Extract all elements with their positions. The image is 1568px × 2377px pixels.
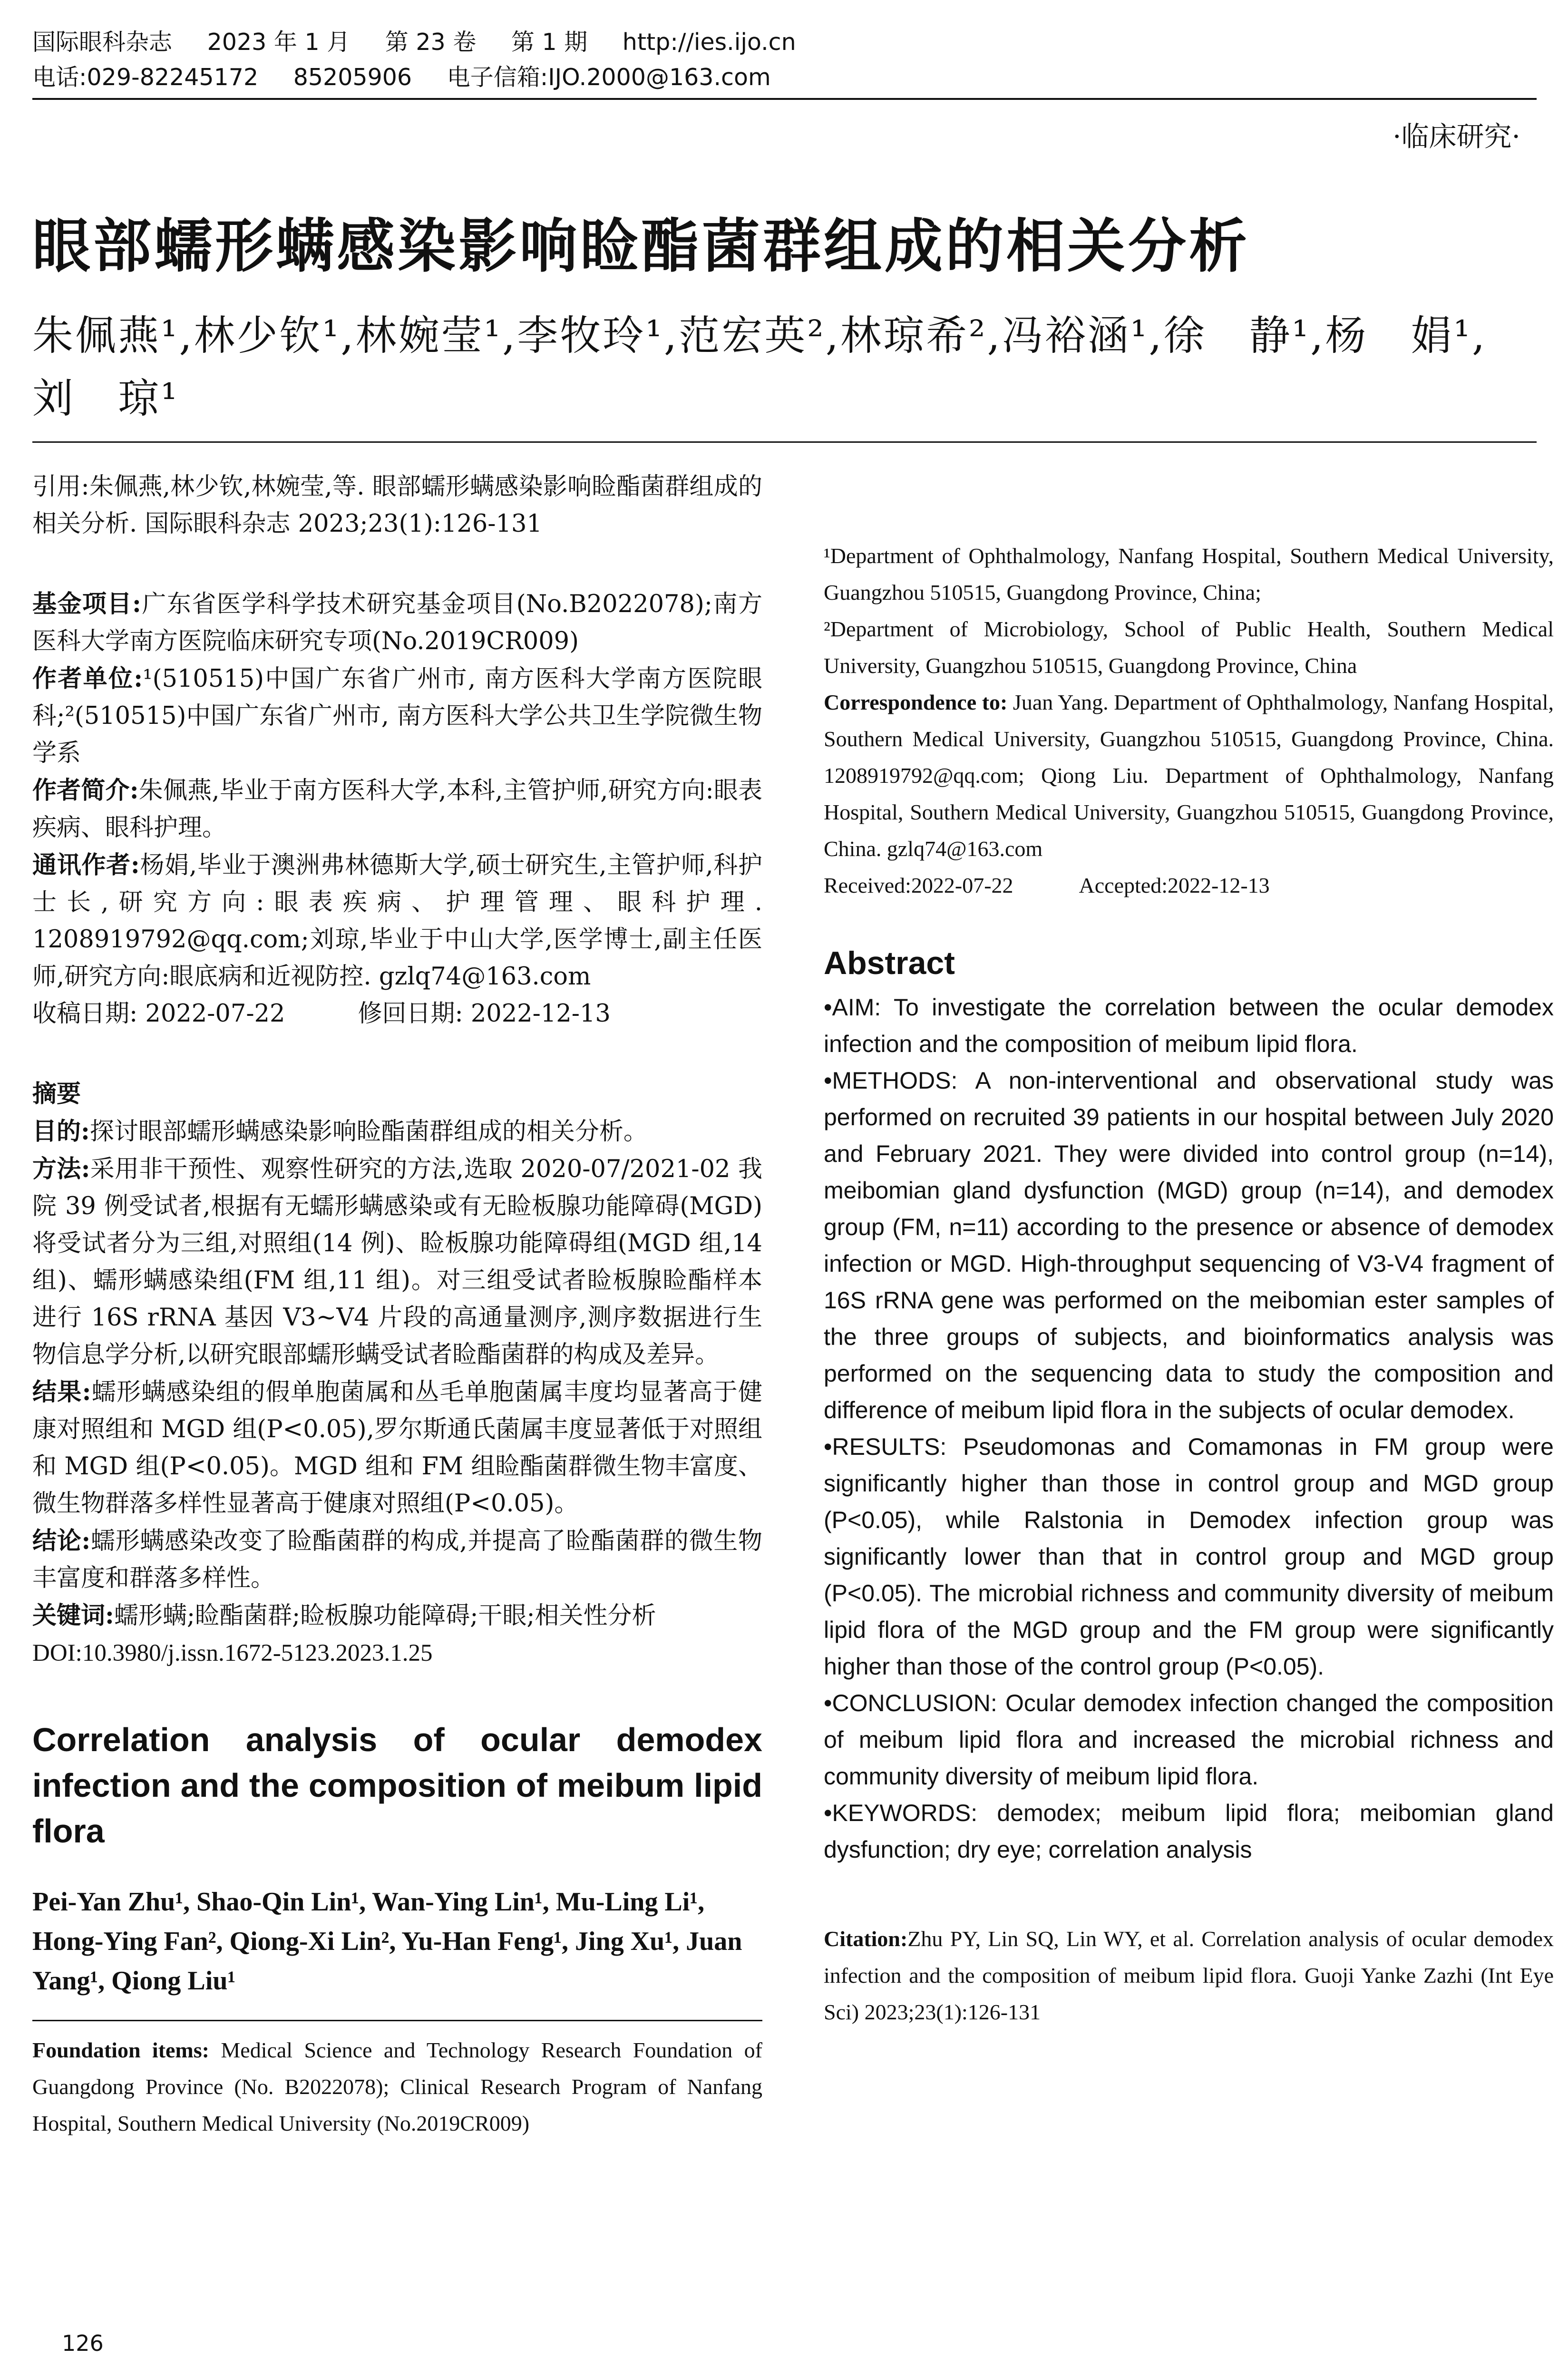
abstract-heading: Abstract	[824, 945, 955, 981]
foundation-section	[32, 2032, 762, 2142]
fund-label: 基金项目:	[32, 590, 141, 618]
dates-en: Received:2022-07-22 Accepted:2022-12-13	[824, 873, 1270, 897]
methods-en	[824, 1062, 1554, 1429]
author-list	[32, 304, 1537, 430]
results-cn-label: 结果:	[32, 1378, 91, 1406]
email[interactable]: 电子信箱:IJO.2000@163.com	[447, 64, 771, 91]
right-column	[824, 468, 1554, 2030]
divider	[32, 441, 1537, 443]
methods-en-label: •METHODS:	[824, 1067, 958, 1094]
aim-en	[824, 989, 1554, 1062]
corr-text: 杨娟,毕业于澳洲弗林德斯大学,硕士研究生,主管护师,科护士长,研究方向:眼表疾病、护理管理、眼科护理. 1208919792@qq.com;刘琼,毕业于中山大学,医学博士,副主任医师,研究方向:眼底病和近视防控. gzlq74@163.com	[32, 851, 762, 991]
bio-section	[32, 772, 762, 847]
foundation-label: Foundation items:	[32, 2038, 209, 2062]
authors-line1: 朱佩燕¹,林少钦¹,林婉莹¹,李牧玲¹,范宏英²,林琼希²,冯裕涵¹,徐 静¹,杨 娟¹,	[32, 312, 1487, 360]
correspondence-section	[824, 684, 1554, 867]
page-number: 126	[62, 2330, 104, 2356]
header-rule	[32, 98, 1537, 100]
results-cn-text: 蠕形螨感染组的假单胞菌属和丛毛单胞菌属丰度均显著高于健康对照组和 MGD 组(P<0.05),罗尔斯通氏菌属丰度显著低于对照组和 MGD 组(P<0.05)。MGD 组和 FM 组睑酯菌群微生物丰富度、微生物群落多样性显著高于健康对照组(P<0.05)。	[32, 1378, 762, 1518]
dates-cn: 收稿日期: 2022-07-22 修回日期: 2022-12-13	[32, 1000, 611, 1028]
aim-en-label: •AIM:	[824, 994, 881, 1021]
aim-cn	[32, 1113, 762, 1150]
methods-cn	[32, 1150, 762, 1374]
unit-section	[32, 660, 762, 772]
section-tag: ·临床研究·	[1393, 120, 1520, 153]
journal-name: 国际眼科杂志	[32, 29, 173, 56]
conclusion-cn-label: 结论:	[32, 1527, 91, 1555]
citation-cn: 引用:朱佩燕,林少钦,林婉莹,等. 眼部蠕形螨感染影响睑酯菌群组成的相关分析. 国际眼科杂志 2023;23(1):126-131	[32, 473, 762, 538]
affiliation-1: ¹Department of Ophthalmology, Nanfang Hospital, Southern Medical University, Guangzhou 510515, Guangdong Province, China;	[824, 544, 1554, 604]
issue-number: 第 1 期	[511, 29, 588, 56]
keywords-en-text: demodex; meibum lipid flora; meibomian gland dysfunction; dry eye; correlation analysis	[824, 1800, 1554, 1863]
authors-line2: 刘 琼¹	[32, 375, 179, 422]
left-column	[32, 468, 762, 2142]
journal-header	[32, 25, 1537, 100]
correspondence-text: Juan Yang. Department of Ophthalmology, Nanfang Hospital, Southern Medical University, Guangzhou 510515, Guangdong Province, China. 1208919792@qq.com; Qiong Liu. Department of Ophthalmology, Nanfang Hospital, Southern Medical University, Guangzhou 510515, Guangdong Province, China. gzlq74@163.com	[824, 690, 1554, 861]
results-cn	[32, 1374, 762, 1522]
citation-en-text: Zhu PY, Lin SQ, Lin WY, et al. Correlation analysis of ocular demodex infection and the composition of meibum lipid flora. Guoji Yanke Zazhi (Int Eye Sci) 2023;23(1):126-131	[824, 1927, 1554, 2024]
journal-url[interactable]: http://ies.ijo.cn	[622, 29, 796, 56]
corr-section	[32, 847, 762, 995]
divider	[32, 2020, 762, 2021]
foundation-text: Medical Science and Technology Research Foundation of Guangdong Province (No. B2022078); Clinical Research Program of Nanfang Hospital, Southern Medical University (No.2019CR009)	[32, 2038, 762, 2135]
citation-en	[824, 1920, 1554, 2030]
conclusion-en-label: •CONCLUSION:	[824, 1690, 997, 1716]
results-en	[824, 1429, 1554, 1685]
phone: 电话:029-82245172	[32, 64, 259, 91]
english-authors: Pei-Yan Zhu¹, Shao-Qin Lin¹, Wan-Ying Lin¹, Mu-Ling Li¹, Hong-Ying Fan², Qiong-Xi Lin², Yu-Han Feng¹, Jing Xu¹, Juan Yang¹, Qiong Liu¹	[32, 1887, 742, 1996]
fund-text: 广东省医学科学技术研究基金项目(No.B2022078);南方医科大学南方医院临床研究专项(No.2019CR009)	[32, 590, 762, 655]
results-en-label: •RESULTS:	[824, 1433, 947, 1460]
article-title: 眼部蠕形螨感染影响睑酯菌群组成的相关分析	[32, 213, 1250, 280]
bio-text: 朱佩燕,毕业于南方医科大学,本科,主管护师,研究方向:眼表疾病、眼科护理。	[32, 777, 763, 842]
fund-section	[32, 585, 762, 660]
citation-en-label: Citation:	[824, 1927, 908, 1951]
aim-cn-text: 探讨眼部蠕形螨感染影响睑酯菌群组成的相关分析。	[89, 1118, 648, 1146]
volume: 第 23 卷	[385, 29, 477, 56]
bio-label: 作者简介:	[32, 776, 139, 805]
aim-cn-label: 目的:	[32, 1117, 90, 1146]
methods-en-text: A non-interventional and observational study was performed on recruited 39 patients in our hospital between July 2020 and February 2021. They were divided into control group (n=14), meibomian gland dysfunction (MGD) group (n=14), and demodex group (FM, n=11) according to the presence or absence of demodex infection or MGD. High-throughput sequencing of V3-V4 fragment of 16S rRNA gene was performed on the meibomian ester samples of the three groups of subjects, and bioinformatics analysis was performed on the sequencing data to study the composition and difference of meibum lipid flora in the subjects of ocular demodex.	[824, 1067, 1554, 1423]
english-title: Correlation analysis of ocular demodex infection and the composition of meibum lipid flora	[32, 1721, 762, 1850]
keywords-cn	[32, 1597, 762, 1635]
aim-en-text: To investigate the correlation between the ocular demodex infection and the composition of meibum lipid flora.	[824, 994, 1554, 1057]
doi[interactable]: DOI:10.3980/j.issn.1672-5123.2023.1.25	[32, 1640, 433, 1666]
abstract-cn-heading: 摘要	[32, 1080, 81, 1108]
keywords-cn-label: 关键词:	[32, 1601, 114, 1630]
affiliation-2: ²Department of Microbiology, School of Public Health, Southern Medical University, Guangzhou 510515, Guangdong Province, China	[824, 617, 1554, 678]
conclusion-en-text: Ocular demodex infection changed the composition of meibum lipid flora and increased the microbial richness and community diversity of meibum lipid flora.	[824, 1690, 1554, 1790]
unit-label: 作者单位:	[32, 664, 143, 693]
conclusion-cn	[32, 1522, 762, 1597]
correspondence-label: Correspondence to:	[824, 690, 1008, 714]
unit-text: ¹(510515)中国广东省广州市, 南方医科大学南方医院眼科;²(510515)中国广东省广州市, 南方医科大学公共卫生学院微生物学系	[32, 665, 763, 767]
results-en-text: Pseudomonas and Comamonas in FM group were significantly higher than those in control group and MGD group (P<0.05), while Ralstonia in Demodex infection group was significantly lower than that in control group and MGD group (P<0.05). The microbial richness and community diversity of meibum lipid flora of the MGD group and the FM group were significantly higher than those of the control group (P<0.05).	[824, 1433, 1554, 1680]
conclusion-en	[824, 1685, 1554, 1795]
methods-cn-label: 方法:	[32, 1155, 90, 1183]
keywords-cn-text: 蠕形螨;睑酯菌群;睑板腺功能障碍;干眼;相关性分析	[114, 1602, 656, 1630]
methods-cn-text: 采用非干预性、观察性研究的方法,选取 2020-07/2021-02 我院 39 例受试者,根据有无蠕形螨感染或有无睑板腺功能障碍(MGD)将受试者分为三组,对照组(14 例)、睑板腺功能障碍组(MGD 组,14 组)、蠕形螨感染组(FM 组,11 组)。对三组受试者睑板腺睑酯样本进行 16S rRNA 基因 V3~V4 片段的高通量测序,测序数据进行生物信息学分析,以研究眼部蠕形螨受试者睑酯菌群的构成及差异。	[32, 1155, 762, 1369]
conclusion-cn-text: 蠕形螨感染改变了睑酯菌群的构成,并提高了睑酯菌群的微生物丰富度和群落多样性。	[32, 1527, 763, 1592]
phone2: 85205906	[293, 64, 412, 91]
corr-label: 通讯作者:	[32, 851, 140, 879]
keywords-en	[824, 1795, 1554, 1868]
issue-date: 2023 年 1 月	[207, 29, 351, 56]
keywords-en-label: •KEYWORDS:	[824, 1800, 978, 1826]
